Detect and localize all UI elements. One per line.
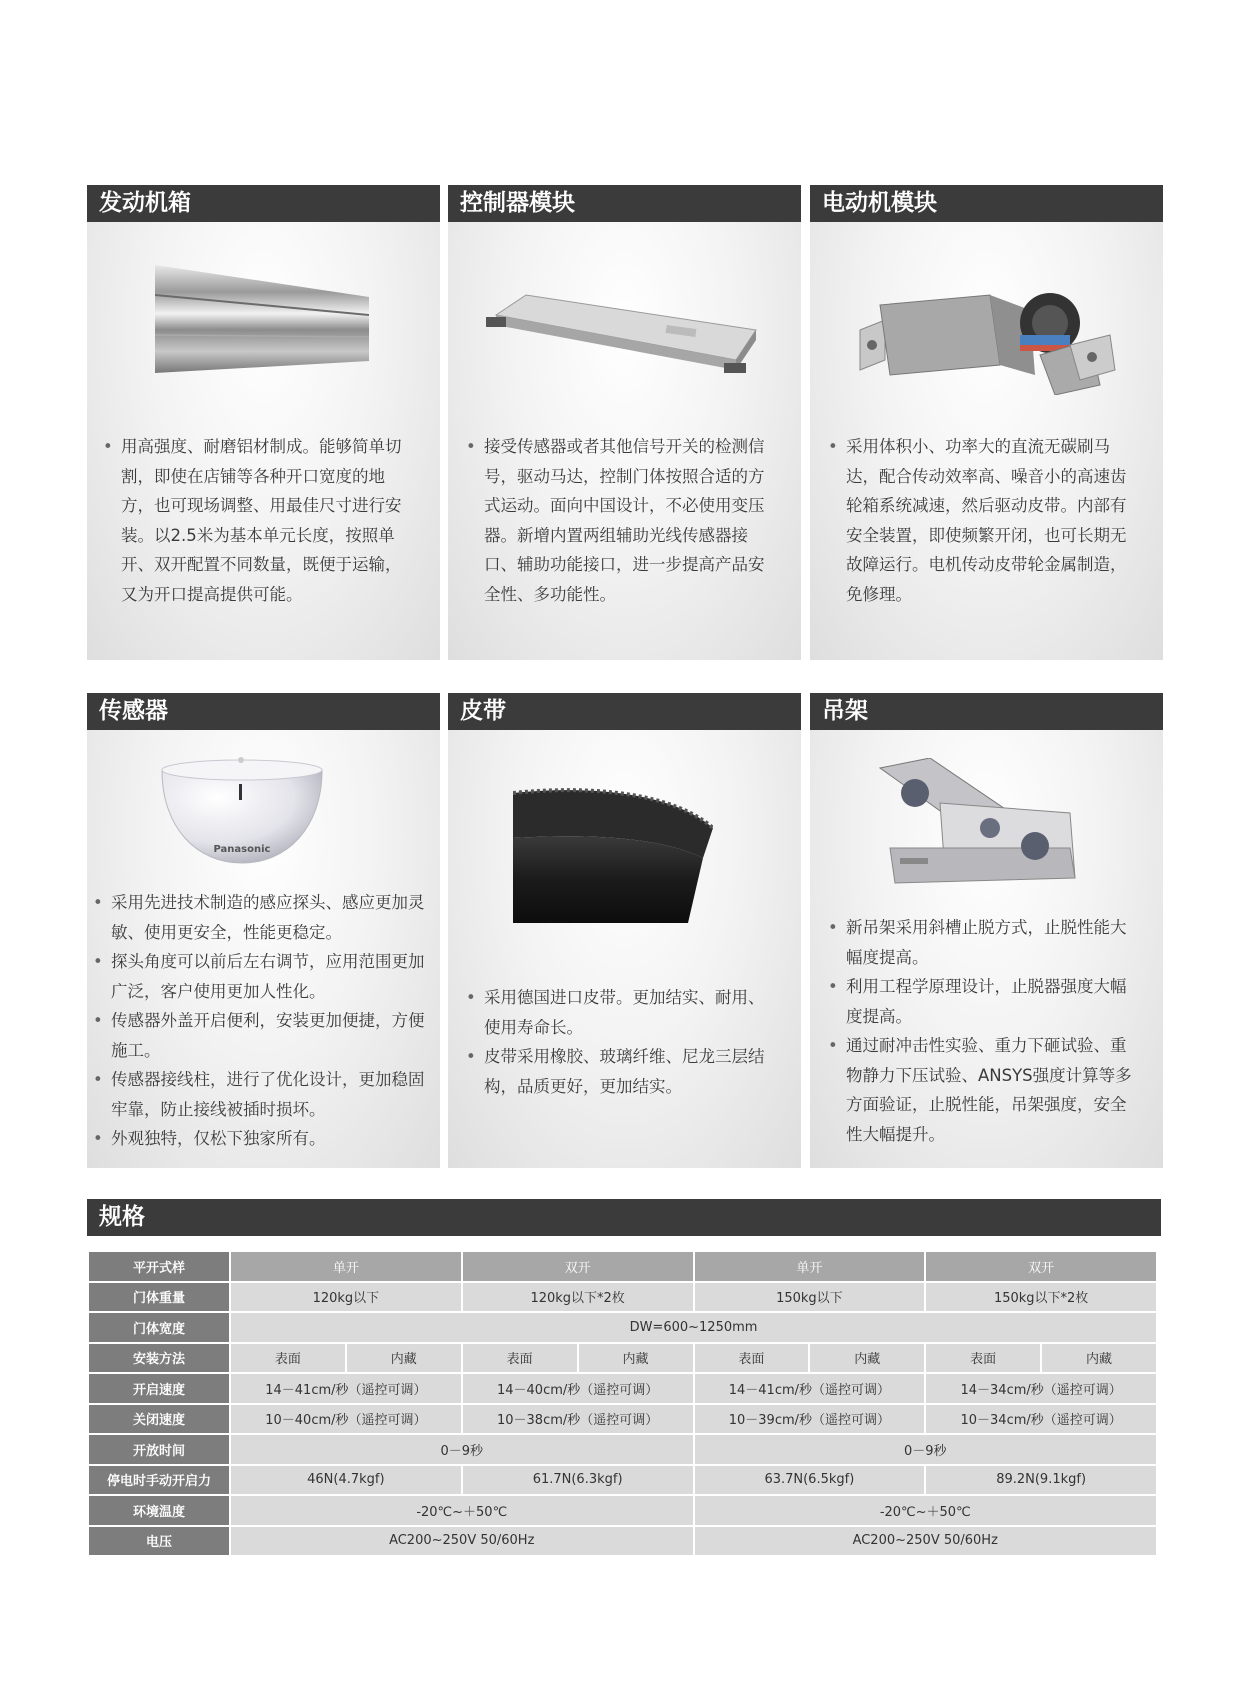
table-cell: -20℃~＋50℃	[695, 1496, 1157, 1525]
bullet-item: • 探头角度可以前后左右调节，应用范围更加广泛，客户使用更加人性化。	[93, 947, 428, 1006]
table-row	[89, 1435, 1156, 1464]
bullet-item: • 采用德国进口皮带。更加结实、耐用、使用寿命长。	[466, 983, 771, 1042]
table-cell: 14－41cm/秒（遥控可调）	[695, 1374, 925, 1403]
table-cell: 10－34cm/秒（遥控可调）	[926, 1405, 1156, 1434]
panel-bullets	[466, 983, 771, 1101]
panel-bullets	[103, 432, 403, 609]
spec-title: 规格	[99, 1204, 145, 1230]
table-cell: 内藏	[347, 1344, 461, 1373]
table-cell: 10－40cm/秒（遥控可调）	[231, 1405, 461, 1434]
panel-bullets	[828, 432, 1133, 609]
panel-title: 发动机箱	[99, 190, 191, 216]
bullet-item: • 传感器接线柱，进行了优化设计，更加稳固牢靠，防止接线被插时损坏。	[93, 1065, 428, 1124]
row-label: 电压	[89, 1527, 229, 1556]
panel-controller	[448, 185, 801, 660]
panel-sensor	[87, 693, 440, 1168]
table-cell: 单开	[695, 1252, 925, 1281]
motor-module-illustration	[840, 285, 1130, 395]
spec-section-header	[87, 1199, 1161, 1236]
row-label: 平开式样	[89, 1252, 229, 1281]
table-row	[89, 1527, 1156, 1556]
table-cell: AC200~250V 50/60Hz	[231, 1527, 693, 1556]
table-cell: 14－41cm/秒（遥控可调）	[231, 1374, 461, 1403]
row-label: 门体宽度	[89, 1313, 229, 1342]
hanger-illustration	[870, 758, 1080, 888]
table-cell: AC200~250V 50/60Hz	[695, 1527, 1157, 1556]
panel-header	[810, 693, 1163, 730]
aluminum-rail-illustration	[155, 265, 369, 375]
panel-title: 吊架	[822, 698, 868, 724]
table-row	[89, 1344, 1156, 1373]
table-cell: 0－9秒	[695, 1435, 1157, 1464]
panel-motor-case	[87, 185, 440, 660]
row-label: 停电时手动开启力	[89, 1466, 229, 1495]
panel-bullets	[828, 913, 1133, 1149]
table-cell: 10－39cm/秒（遥控可调）	[695, 1405, 925, 1434]
table-row	[89, 1252, 1156, 1281]
table-cell: 内藏	[1042, 1344, 1156, 1373]
panel-header	[448, 185, 801, 222]
table-cell: DW=600~1250mm	[231, 1313, 1156, 1342]
table-cell: 120kg以下*2枚	[463, 1283, 693, 1312]
table-cell: 0－9秒	[231, 1435, 693, 1464]
table-cell: 89.2N(9.1kgf)	[926, 1466, 1156, 1495]
bullet-item: • 采用先进技术制造的感应探头、感应更加灵敏、使用更安全，性能更稳定。	[93, 888, 428, 947]
table-row	[89, 1405, 1156, 1434]
bullet-item: • 接受传感器或者其他信号开关的检测信号，驱动马达，控制门体按照合适的方式运动。面向中国设计，不必使用变压器。新增内置两组辅助光线传感器接口、辅助功能接口，进一步提高产品安全性、多功能性。	[466, 432, 771, 609]
row-label: 关闭速度	[89, 1405, 229, 1434]
panel-title: 电动机模块	[822, 190, 937, 216]
table-cell: 双开	[926, 1252, 1156, 1281]
panel-title: 传感器	[99, 698, 168, 724]
panel-bullets	[466, 432, 771, 609]
table-row	[89, 1374, 1156, 1403]
row-label: 开启速度	[89, 1374, 229, 1403]
bullet-item: • 用高强度、耐磨铝材制成。能够简单切割，即使在店铺等各种开口宽度的地方，也可现场调整、用最佳尺寸进行安装。以2.5米为基本单元长度，按照单开、双开配置不同数量，既便于运输，又为开口提高提供可能。	[103, 432, 403, 609]
table-cell: 150kg以下*2枚	[926, 1283, 1156, 1312]
panel-header	[87, 693, 440, 730]
sensor-brand-logo: Panasonic	[213, 844, 271, 855]
row-label: 开放时间	[89, 1435, 229, 1464]
table-cell: 10－38cm/秒（遥控可调）	[463, 1405, 693, 1434]
bullet-item: • 新吊架采用斜槽止脱方式，止脱性能大幅度提高。	[828, 913, 1133, 972]
table-cell: 单开	[231, 1252, 461, 1281]
bullet-item: • 传感器外盖开启便利，安装更加便捷，方便施工。	[93, 1006, 428, 1065]
bullet-item: • 利用工程学原理设计，止脱器强度大幅度提高。	[828, 972, 1133, 1031]
row-label: 门体重量	[89, 1283, 229, 1312]
belt-illustration	[513, 788, 713, 923]
table-cell: 46N(4.7kgf)	[231, 1466, 461, 1495]
table-cell: 120kg以下	[231, 1283, 461, 1312]
row-label: 环境温度	[89, 1496, 229, 1525]
table-cell: 14－34cm/秒（遥控可调）	[926, 1374, 1156, 1403]
spec-table	[87, 1250, 1158, 1557]
panel-belt	[448, 693, 801, 1168]
table-cell: -20℃~＋50℃	[231, 1496, 693, 1525]
panel-hanger	[810, 693, 1163, 1168]
bullet-item: • 皮带采用橡胶、玻璃纤维、尼龙三层结构，品质更好，更加结实。	[466, 1042, 771, 1101]
panel-bullets	[93, 888, 428, 1154]
panel-motor	[810, 185, 1163, 660]
bullet-item: • 采用体积小、功率大的直流无碳刷马达，配合传动效率高、噪音小的高速齿轮箱系统减速，然后驱动皮带。内部有安全装置，即使频繁开闭，也可长期无故障运行。电机传动皮带轮金属制造，免修理。	[828, 432, 1133, 609]
table-cell: 14－40cm/秒（遥控可调）	[463, 1374, 693, 1403]
table-row	[89, 1283, 1156, 1312]
panel-header	[810, 185, 1163, 222]
bullet-item: • 通过耐冲击性实验、重力下砸试验、重物静力下压试验、ANSYS强度计算等多方面验证，止脱性能，吊架强度，安全性大幅提升。	[828, 1031, 1133, 1149]
panel-title: 控制器模块	[460, 190, 575, 216]
bullet-item: • 外观独特，仅松下独家所有。	[93, 1124, 428, 1154]
table-cell: 内藏	[579, 1344, 693, 1373]
panel-header	[87, 185, 440, 222]
table-cell: 双开	[463, 1252, 693, 1281]
table-cell: 61.7N(6.3kgf)	[463, 1466, 693, 1495]
table-cell: 内藏	[810, 1344, 924, 1373]
table-cell: 150kg以下	[695, 1283, 925, 1312]
table-cell: 63.7N(6.5kgf)	[695, 1466, 925, 1495]
table-cell: 表面	[231, 1344, 345, 1373]
table-row	[89, 1313, 1156, 1342]
table-cell: 表面	[695, 1344, 809, 1373]
table-cell: 表面	[926, 1344, 1040, 1373]
table-row	[89, 1496, 1156, 1525]
table-cell: 表面	[463, 1344, 577, 1373]
controller-module-illustration	[486, 285, 766, 375]
panel-title: 皮带	[460, 698, 506, 724]
table-row	[89, 1466, 1156, 1495]
row-label: 安装方法	[89, 1344, 229, 1373]
panel-header	[448, 693, 801, 730]
